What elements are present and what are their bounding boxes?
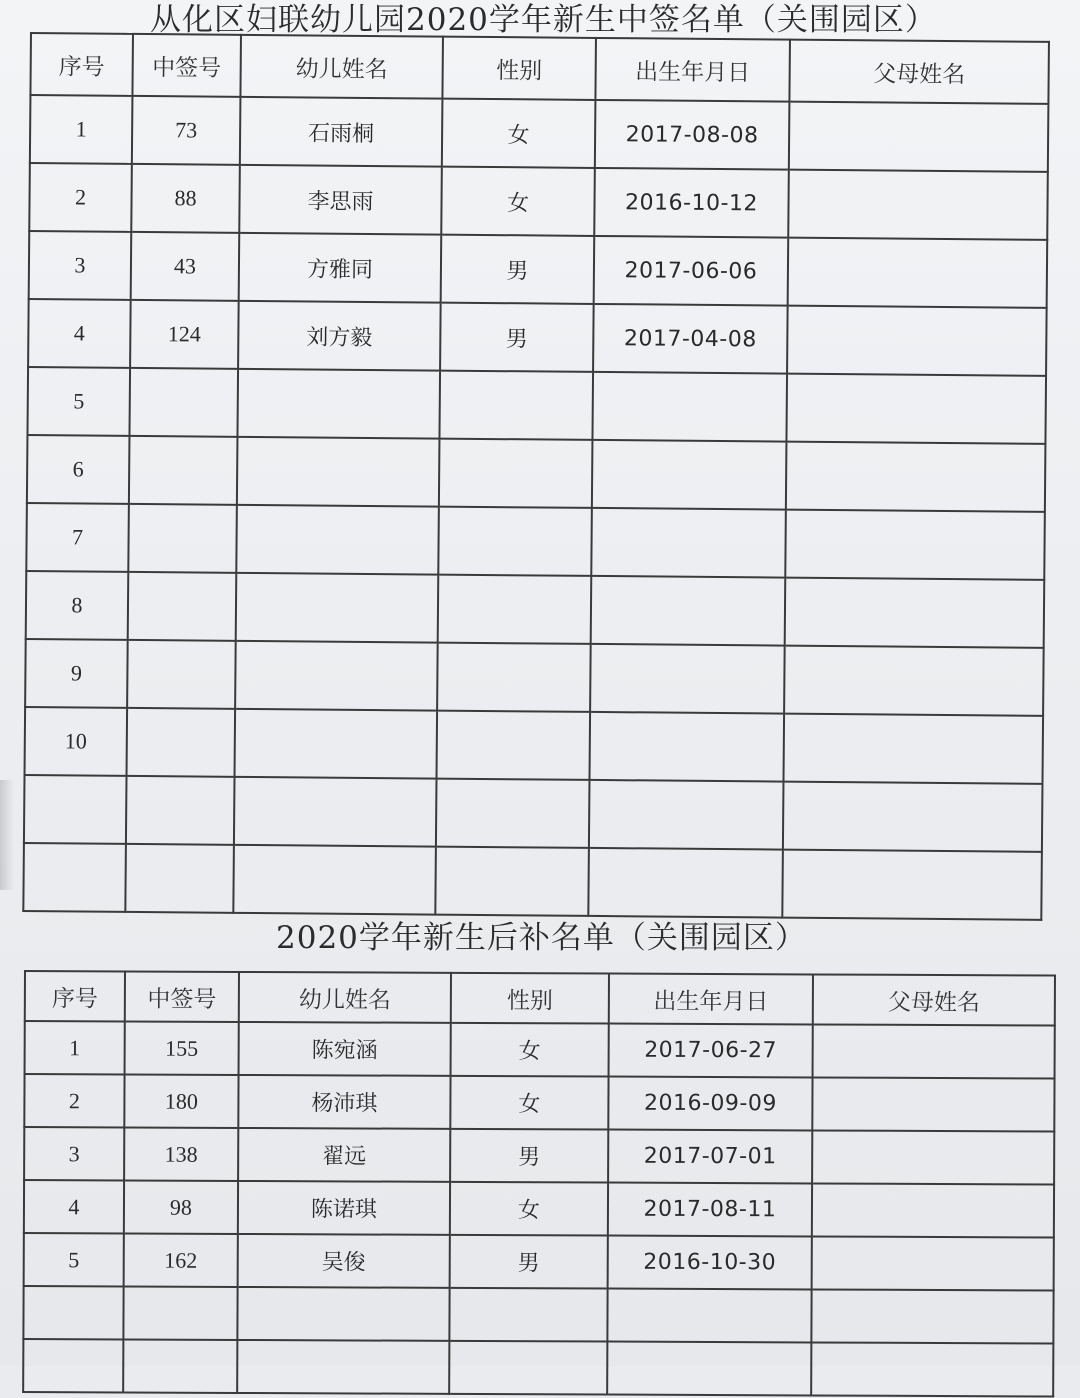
cell-index: 1 xyxy=(30,95,133,164)
table-row xyxy=(24,1074,1054,1131)
cell-parent-name xyxy=(811,1342,1053,1396)
cell-gender: 女 xyxy=(441,167,595,236)
cell-lottery-number xyxy=(129,368,238,437)
cell-lottery-number: 138 xyxy=(124,1127,238,1180)
cell-parent-name xyxy=(786,442,1046,512)
cell-parent-name xyxy=(788,238,1048,308)
cell-birth-date: 2017-08-08 xyxy=(595,100,790,170)
table-row xyxy=(25,707,1044,784)
cell-parent-name xyxy=(783,782,1043,852)
cell-gender xyxy=(439,439,593,508)
table-row xyxy=(23,843,1042,920)
header-index: 序号 xyxy=(25,971,125,1021)
cell-lottery-number xyxy=(128,572,237,641)
cell-child-name: 吴俊 xyxy=(238,1234,450,1288)
cell-lottery-number: 162 xyxy=(124,1233,238,1286)
table-row xyxy=(24,1127,1054,1184)
cell-parent-name xyxy=(782,850,1042,920)
waitlist-table xyxy=(22,970,1056,1397)
cell-index xyxy=(23,843,126,912)
cell-lottery-number: 124 xyxy=(130,300,239,369)
cell-lottery-number: 98 xyxy=(124,1180,238,1233)
cell-gender xyxy=(435,847,589,916)
cell-index: 6 xyxy=(27,435,130,504)
cell-birth-date xyxy=(591,508,786,578)
cell-parent-name xyxy=(786,374,1046,444)
cell-child-name: 陈宛涵 xyxy=(239,1022,451,1076)
table-row xyxy=(26,571,1045,648)
cell-child-name: 李思雨 xyxy=(239,165,442,235)
cell-birth-date: 2017-08-11 xyxy=(608,1183,812,1237)
header-parent-name: 父母姓名 xyxy=(813,974,1055,1025)
table-row xyxy=(26,503,1045,580)
header-birth-date: 出生年月日 xyxy=(609,974,813,1025)
cell-index: 3 xyxy=(29,231,132,300)
table-row xyxy=(24,1180,1054,1237)
cell-gender: 男 xyxy=(450,1235,608,1289)
cell-parent-name xyxy=(811,1289,1053,1343)
cell-gender xyxy=(449,1341,607,1395)
cell-child-name: 方雅同 xyxy=(239,233,442,303)
cell-gender xyxy=(438,507,592,576)
cell-birth-date xyxy=(589,712,784,782)
table-row xyxy=(24,775,1043,852)
cell-gender: 男 xyxy=(440,303,594,372)
cell-child-name xyxy=(234,777,437,847)
cell-child-name xyxy=(235,709,438,779)
table-row xyxy=(28,299,1047,376)
cell-gender xyxy=(437,711,591,780)
cell-index: 2 xyxy=(29,163,132,232)
cell-lottery-number xyxy=(123,1339,237,1392)
table-row xyxy=(29,163,1048,240)
table-row xyxy=(23,1286,1053,1343)
cell-lottery-number: 155 xyxy=(125,1021,239,1074)
cell-gender: 男 xyxy=(450,1129,608,1183)
cell-birth-date xyxy=(607,1289,811,1343)
cell-birth-date xyxy=(592,372,787,442)
cell-gender: 女 xyxy=(451,1023,609,1077)
table-header-row xyxy=(30,33,1049,104)
header-gender: 性别 xyxy=(451,973,609,1024)
cell-child-name: 石雨桐 xyxy=(240,97,443,167)
cell-birth-date xyxy=(590,644,785,714)
cell-birth-date: 2016-10-12 xyxy=(594,168,789,238)
cell-parent-name xyxy=(812,1236,1054,1290)
table-row xyxy=(27,435,1046,512)
cell-birth-date: 2016-09-09 xyxy=(608,1077,812,1131)
cell-gender xyxy=(436,779,590,848)
header-parent-name: 父母姓名 xyxy=(789,40,1049,104)
table-header-row xyxy=(25,971,1055,1025)
cell-index: 10 xyxy=(25,707,128,776)
cell-index xyxy=(23,1286,123,1339)
cell-birth-date xyxy=(607,1342,811,1396)
cell-index xyxy=(24,775,127,844)
cell-parent-name xyxy=(812,1183,1054,1237)
cell-lottery-number: 43 xyxy=(131,232,240,301)
table-row xyxy=(24,1233,1054,1290)
cell-gender xyxy=(449,1288,607,1342)
cell-child-name: 陈诺琪 xyxy=(238,1181,450,1235)
cell-child-name: 杨沛琪 xyxy=(238,1075,450,1129)
cell-index: 1 xyxy=(25,1021,125,1074)
cell-gender: 女 xyxy=(442,99,596,168)
cell-parent-name xyxy=(813,1024,1055,1078)
cell-birth-date: 2017-06-06 xyxy=(594,236,789,306)
cell-birth-date xyxy=(588,848,783,918)
cell-parent-name xyxy=(785,578,1045,648)
cell-parent-name xyxy=(789,102,1049,172)
page-edge-shadow xyxy=(0,780,14,890)
cell-birth-date: 2017-04-08 xyxy=(593,304,788,374)
cell-birth-date xyxy=(592,440,787,510)
cell-lottery-number xyxy=(128,504,237,573)
cell-gender xyxy=(439,371,593,440)
cell-parent-name xyxy=(788,170,1048,240)
cell-index: 2 xyxy=(24,1074,124,1127)
cell-lottery-number: 88 xyxy=(131,164,240,233)
cell-lottery-number xyxy=(123,1286,237,1339)
cell-lottery-number xyxy=(126,776,235,845)
header-child-name: 幼儿姓名 xyxy=(239,972,451,1023)
cell-birth-date xyxy=(591,576,786,646)
cell-gender xyxy=(438,575,592,644)
cell-index: 4 xyxy=(24,1180,124,1233)
cell-parent-name xyxy=(784,646,1044,716)
table-row xyxy=(23,1339,1053,1396)
cell-child-name xyxy=(237,369,440,439)
cell-birth-date: 2017-06-27 xyxy=(609,1024,813,1078)
cell-birth-date: 2017-07-01 xyxy=(608,1130,812,1184)
cell-parent-name xyxy=(812,1077,1054,1131)
cell-child-name xyxy=(233,845,436,915)
table-row xyxy=(27,367,1046,444)
cell-child-name: 刘方毅 xyxy=(238,301,441,371)
cell-gender: 女 xyxy=(450,1076,608,1130)
cell-index: 7 xyxy=(26,503,129,572)
header-birth-date: 出生年月日 xyxy=(595,38,790,102)
cell-birth-date xyxy=(589,780,784,850)
waitlist-title: 2020学年新生后补名单（关围园区） xyxy=(276,920,807,956)
cell-parent-name xyxy=(812,1130,1054,1184)
cell-gender: 男 xyxy=(441,235,595,304)
cell-child-name xyxy=(235,641,438,711)
header-gender: 性别 xyxy=(442,37,596,100)
cell-birth-date: 2016-10-30 xyxy=(608,1236,812,1290)
table-row xyxy=(25,639,1044,716)
header-index: 序号 xyxy=(30,33,133,96)
cell-index: 5 xyxy=(27,367,130,436)
header-lottery-number: 中签号 xyxy=(132,34,241,97)
cell-child-name xyxy=(236,505,439,575)
document-title: 从化区妇联幼儿园2020学年新生中签名单（关围园区） xyxy=(150,2,937,38)
cell-child-name xyxy=(237,1340,449,1394)
cell-index: 8 xyxy=(26,571,129,640)
admission-table xyxy=(22,32,1050,921)
cell-lottery-number: 180 xyxy=(124,1074,238,1127)
table-row xyxy=(30,95,1049,172)
header-lottery-number: 中签号 xyxy=(125,971,239,1021)
cell-gender xyxy=(437,643,591,712)
cell-lottery-number xyxy=(127,640,236,709)
cell-index: 9 xyxy=(25,639,128,708)
cell-parent-name xyxy=(783,714,1043,784)
admission-table-body xyxy=(23,95,1048,920)
cell-gender: 女 xyxy=(450,1182,608,1236)
header-child-name: 幼儿姓名 xyxy=(240,35,443,99)
cell-parent-name xyxy=(785,510,1045,580)
cell-lottery-number xyxy=(127,708,236,777)
table-row xyxy=(25,1021,1055,1078)
cell-child-name: 翟远 xyxy=(238,1128,450,1182)
cell-index: 3 xyxy=(24,1127,124,1180)
cell-lottery-number xyxy=(129,436,238,505)
cell-child-name xyxy=(236,573,439,643)
cell-child-name xyxy=(237,1287,449,1341)
cell-lottery-number: 73 xyxy=(132,96,241,165)
cell-index: 5 xyxy=(24,1233,124,1286)
cell-parent-name xyxy=(787,306,1047,376)
cell-lottery-number xyxy=(125,844,234,913)
table-row xyxy=(29,231,1048,308)
cell-index: 4 xyxy=(28,299,131,368)
waitlist-table-body xyxy=(23,1021,1055,1396)
cell-child-name xyxy=(237,437,440,507)
